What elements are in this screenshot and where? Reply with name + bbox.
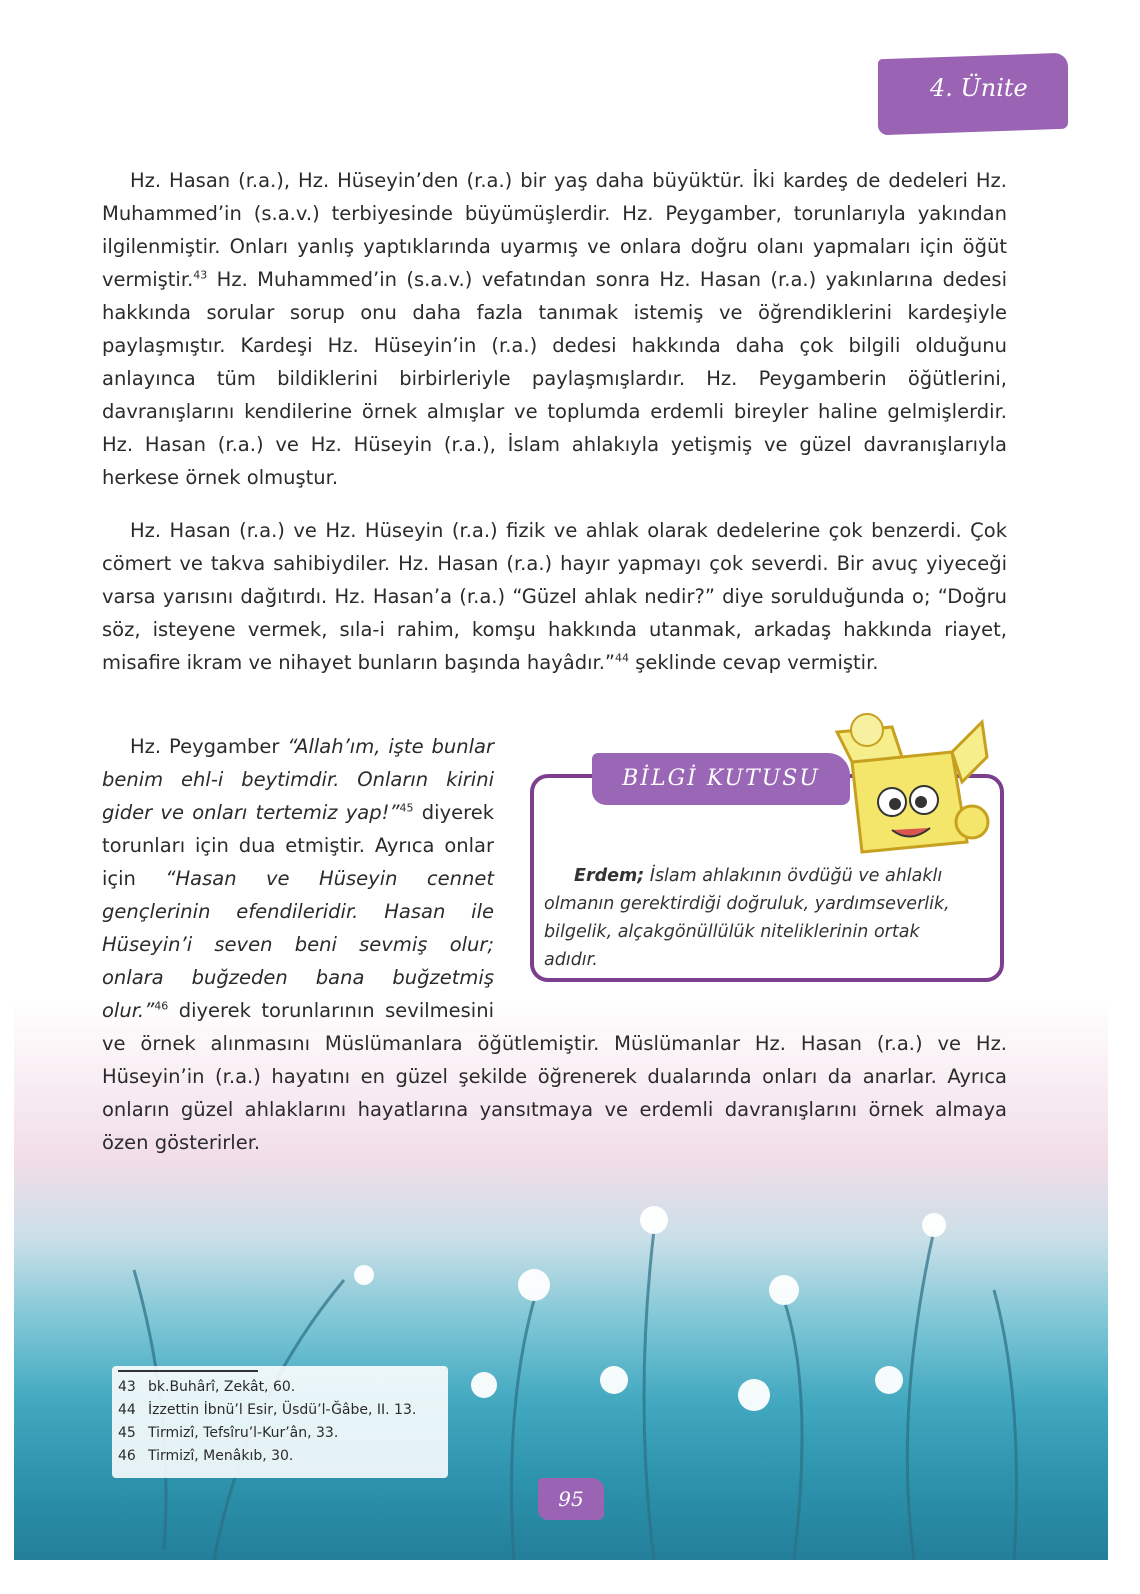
- paragraph-3-intro: Hz. Peygamber: [130, 735, 288, 758]
- footnote-ref-44: 44: [615, 651, 630, 665]
- unit-ribbon: [878, 53, 1068, 136]
- footnote-ref-46: 46: [154, 999, 169, 1013]
- footnote-ref-45: 45: [399, 801, 414, 815]
- footnote-item: 43 bk.Buhârî, Zekât, 60.: [118, 1379, 296, 1395]
- unit-label: 4. Ünite: [930, 73, 1028, 102]
- paragraph-2-text: Hz. Hasan (r.a.) ve Hz. Hüseyin (r.a.) fizik ve ahlak olarak dedelerine çok benzerdi. Çok cömert ve takva sahibiydiler. Hz. Hasan (r.a.) hayır yapmayı çok severdi. Bir avuç yiyeceği varsa yarısını dağıtırdı. Hz. Hasan’a (r.a.) “Güzel ahlak nedir?” diye sorulduğunda o; “Doğru söz, isteyene vermek, sıla-i rahim, komşu hakkında utanmak, arkadaş hakkında riayet, misafire ikram ve nihayet bunların başında hayâdır.”: [102, 519, 1007, 674]
- paragraph-3-middle: diyerek torunları için dua etmiştir. Ayrıca onlar için: [102, 801, 494, 890]
- info-box-title: BİLGİ KUTUSU: [592, 753, 850, 805]
- paragraph-3-rest: diyerek torunlarının sevilmesini ve örnek alınmasını Müslümanlara öğütlemiştir. Müslümanlar Hz. Hasan (r.a.) ve Hz. Hüseyin’in (r.a.) hayatını en güzel şekilde öğrenerek dualarında onları da anarlar. Ayrıca onların güzel ahlaklarını hayatlarına yansıtmaya ve erdemli davranışlarını örnek almaya özen gösterirler.: [102, 999, 1007, 1154]
- paragraph-2-rest: şeklinde cevap vermiştir.: [629, 651, 879, 674]
- footnote-rule: [118, 1370, 258, 1372]
- info-box-term: Erdem;: [574, 866, 645, 886]
- paragraph-2: [102, 514, 1007, 679]
- info-box-text: [544, 862, 974, 974]
- box-mascot-icon: [832, 712, 992, 862]
- footnote-item: 45 Tirmizî, Tefsîru’l-Kur’ân, 33.: [118, 1425, 339, 1441]
- info-box-definition: İslam ahlakının övdüğü ve ahlaklı olmanın gerektirdiği doğruluk, yardımseverlik, bilgelik, alçakgönüllülük niteliklerinin ortak adıdır.: [544, 866, 950, 970]
- hadith-quote-1: “Allah’ım, işte bunlar benim ehl-i beytimdir. Onların kirini gider ve onları tertemiz yap!”: [102, 735, 494, 824]
- page-number: 95: [538, 1478, 604, 1520]
- footnote-item: 46 Tirmizî, Menâkıb, 30.: [118, 1448, 294, 1464]
- paragraph-1-rest: Hz. Muhammed’in (s.a.v.) vefatından sonra Hz. Hasan (r.a.) yakınlarına dedesi hakkında sorular sorup onu daha fazla tanımak istemiş ve öğrendiklerini kardeşiyle paylaşmıştır. Kardeşi Hz. Hüseyin’in (r.a.) dedesi hakkında daha çok bilgili olduğunu anlayınca tüm bildiklerini birbirleriyle paylaşmışlardır. Hz. Peygamberin öğütlerini, davranışlarını kendilerine örnek almışlar ve toplumda erdemli bireyler haline gelmişlerdir. Hz. Hasan (r.a.) ve Hz. Hüseyin (r.a.), İslam ahlakıyla yetişmiş ve güzel davranışlarıyla herkese örnek olmuştur.: [102, 268, 1007, 489]
- footnote-ref-43: 43: [193, 268, 208, 282]
- paragraph-1: [102, 164, 1007, 494]
- paragraph-1-text: Hz. Hasan (r.a.), Hz. Hüseyin’den (r.a.) bir yaş daha büyüktür. İki kardeş de dedeleri Hz. Muhammed’in (s.a.v.) terbiyesinde büyümüşlerdir. Hz. Peygamber, torunlarıyla yakından ilgilenmiştir. Onları yanlış yaptıklarında uyarmış ve onlara doğru olanı yapmaları için öğüt vermiştir.: [102, 169, 1007, 291]
- textbook-page: [14, 0, 1108, 1560]
- hadith-quote-2: “Hasan ve Hüseyin cennet gençlerinin efendileridir. Hasan ile Hüseyin’i seven beni sevmiş olur; onlara buğzeden bana buğzetmiş olur.”: [102, 867, 495, 1022]
- footnotes: [112, 1366, 448, 1478]
- footnote-item: 44 İzzettin İbnü’l Esir, Üsdü’l-Ğâbe, II. 13.: [118, 1402, 417, 1418]
